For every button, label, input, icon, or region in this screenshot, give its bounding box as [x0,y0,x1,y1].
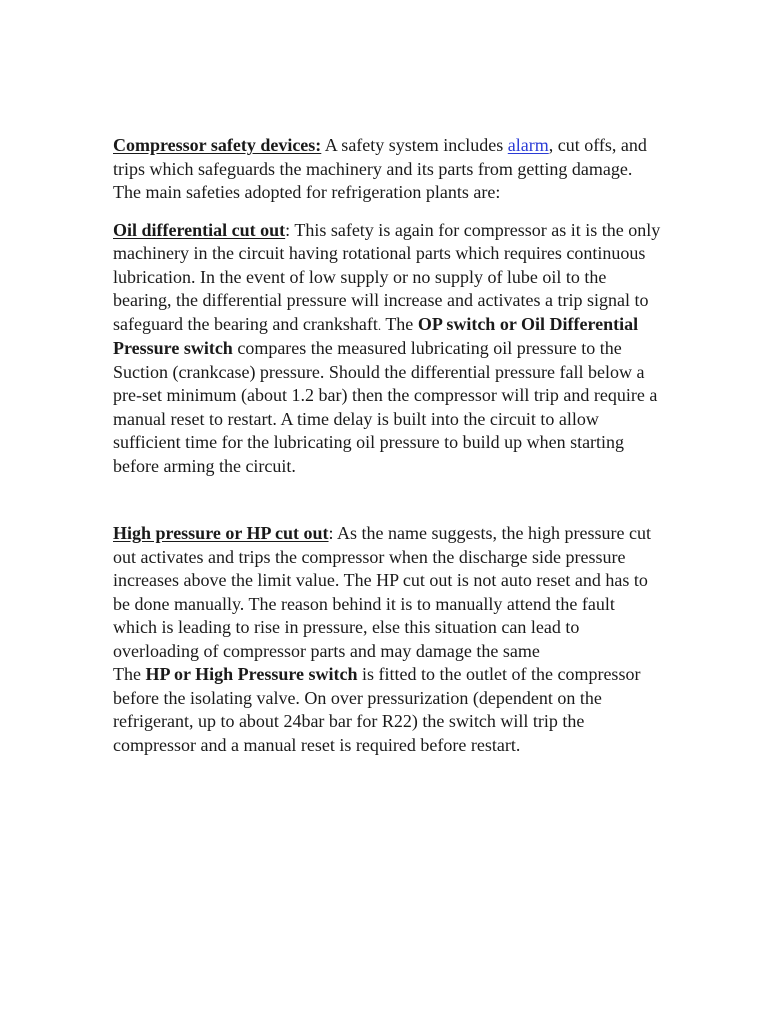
paragraph-text: : This safety is again for compressor as it is the only machinery in the circuit having rotational parts which requires continuous lubrication. In the event of low supply or no supply of lube oil to the bearing, the differential pressure will increase and activates a trip signal to safeguard the bearing and crankshaft [113,219,661,334]
paragraph-compressor-safety-devices [113,134,661,205]
paragraph-text: The [113,664,146,684]
paragraph-text: is fitted to the outlet of the compressor before the isolating valve. On over pressurization (dependent on the refrigerant, up to about 24bar bar for R22) the switch will trip the compressor and a manual reset is required before restart. [113,664,641,755]
bold-hp-switch: HP or High Pressure switch [145,664,358,684]
paragraph-text: compares the measured lubricating oil pressure to the Suction (crankcase) pressure. Should the differential pressure fall below a pre-set minimum (about 1.2 bar) then the compressor will trip and require a manual reset to restart. A time delay is built into the circuit to allow sufficient time for the lubricating oil pressure to build up when starting before arming the circuit. [113,338,658,476]
paragraph-high-pressure-cut-out [113,522,661,663]
small-period: . [377,317,382,333]
paragraph-text: , cut offs, and trips which safeguards the machinery and its parts from getting damage. The main safeties adopted for refrigeration plants are: [113,135,647,202]
heading-compressor-safety-devices: Compressor safety devices: [113,135,322,155]
heading-oil-differential-cut-out: Oil differential cut out [113,219,286,240]
alarm-link[interactable]: alarm [507,135,549,155]
paragraph-text: The [381,313,418,334]
paragraph-text: : As the name suggests, the high pressure cut out activates and trips the compressor when the discharge side pressure increases above the limit value. The HP cut out is not auto reset and has to be done manually. The reason behind it is to manually attend the fault which is leading to rise in pressure, else this situation can lead to overloading of compressor parts and may damage the same [113,523,651,661]
paragraph-oil-differential-cut-out [113,219,661,479]
bold-op-switch: OP switch or Oil Differential Pressure switch [113,313,639,358]
document-page [113,134,661,757]
paragraph-text: A safety system includes [321,135,508,155]
heading-high-pressure-cut-out: High pressure or HP cut out [113,523,329,543]
paragraph-hp-switch [113,663,661,757]
